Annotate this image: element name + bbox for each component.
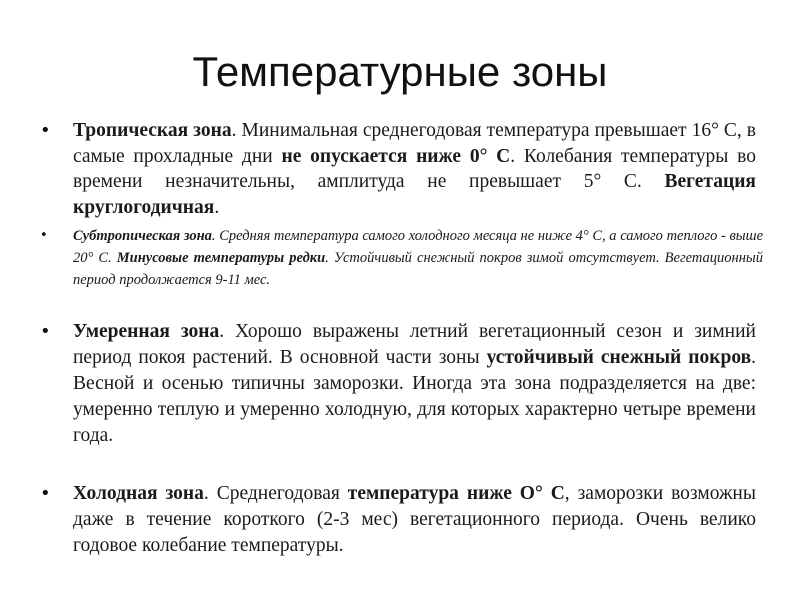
zone-text-subtropical [73, 225, 763, 291]
text-segment: , заморозки возможны даже в течение короткого (2-3 мес) вегетационного периода. Очень велико годовое колебание температуры. [73, 483, 756, 556]
emphasis-text: Вегетация круглогодичная [73, 171, 756, 218]
zone-name-temperate: Умеренная зона [73, 321, 220, 342]
text-segment: . Средняя температура самого холодного месяца не ниже 4° С, а самого теплого - выше 20° С. [73, 228, 764, 266]
slide-title: Температурные зоны [192, 48, 608, 95]
text-segment: . Минимальная среднегодовая температура превышает 16° С, в самые прохладные дни [73, 120, 756, 167]
zone-name-cold: Холодная зона [73, 483, 204, 504]
zone-text-temperate [73, 319, 756, 449]
emphasis-text: Минусовые температуры редки [116, 250, 326, 266]
bullet-icon: • [40, 321, 51, 342]
text-segment: . Устойчивый снежный покров зимой отсутствует. Вегетационный период продолжается 9-11 мес. [73, 250, 763, 288]
zone-text-tropical [73, 118, 756, 220]
text-segment: . Хорошо выражены летний вегетационный сезон и зимний период покоя растений. В основной части зоны [73, 321, 756, 368]
emphasis-text: устойчивый снежный покров [486, 347, 752, 368]
text-segment: . Среднегодовая [203, 483, 348, 504]
bullet-icon: • [40, 483, 51, 504]
bullet-icon: • [40, 120, 51, 141]
bullet-icon: • [40, 228, 48, 243]
zone-name-tropical: Тропическая зона [73, 120, 232, 141]
text-segment: . Весной и осенью типичны заморозки. Иногда эта зона подразделяется на две: умеренно теплую и умеренно холодную, для которых характерно четыре времени года. [73, 347, 756, 446]
zone-name-subtropical: Субтропическая зона [73, 228, 212, 244]
text-segment: . Колебания температуры во времени незначительны, амплитуда не превышает 5° С. [73, 145, 756, 192]
zone-text-cold [73, 481, 756, 559]
emphasis-text: не опускается ниже 0° С [281, 145, 511, 167]
emphasis-text: температура ниже О° С [347, 483, 565, 504]
text-segment: . [214, 196, 220, 218]
